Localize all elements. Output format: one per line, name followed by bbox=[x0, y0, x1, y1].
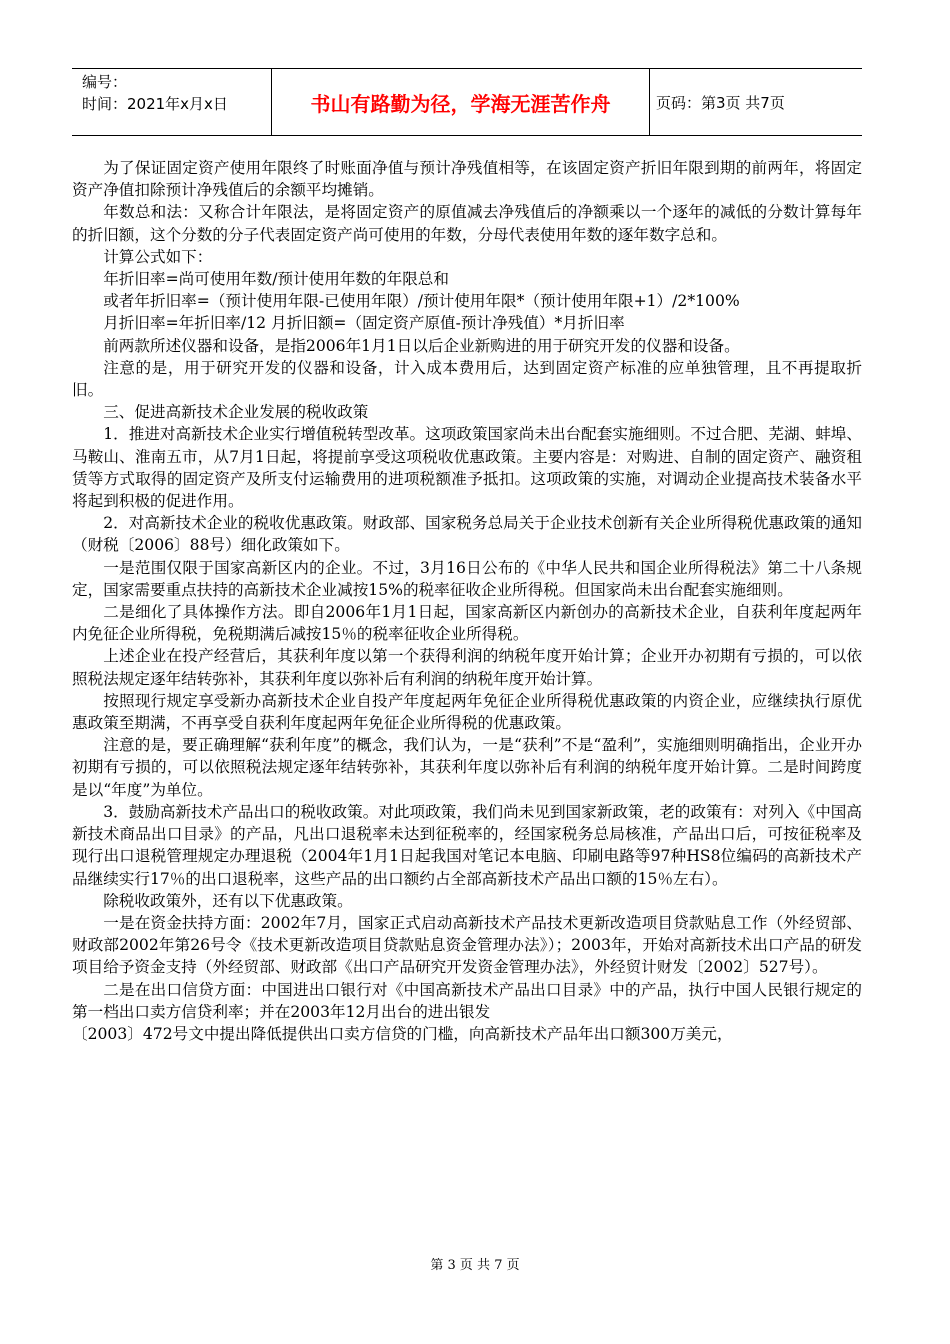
header-page-code: 页码：第3页 共7页 bbox=[656, 93, 785, 112]
formula-line: 或者年折旧率=（预计使用年限-已使用年限）/预计使用年限*（预计使用年限+1）/2*100% bbox=[103, 292, 740, 311]
paragraph: 计算公式如下： bbox=[103, 247, 213, 266]
paragraph: 二是细化了具体操作方法。即自2006年1月1日起，国家高新区内新创办的高新技术企业，自获利年度起两年内免征企业所得税，免税期满后减按15％的税率征收企业所得税。 bbox=[72, 603, 862, 644]
document-header bbox=[72, 68, 862, 136]
paragraph: 一是范围仅限于国家高新区内的企业。不过，3月16日公布的《中华人民共和国企业所得税法》第二十八条规定，国家需要重点扶持的高新技术企业减按15%的税率征收企业所得税。但国家尚未出台配套实施细则。 bbox=[72, 558, 862, 599]
paragraph: 除税收政策外，还有以下优惠政策。 bbox=[103, 891, 353, 910]
paragraph: 前两款所述仪器和设备，是指2006年1月1日以后企业新购进的用于研究开发的仪器和设备。 bbox=[103, 336, 740, 355]
paragraph: 为了保证固定资产使用年限终了时账面净值与预计净残值相等，在该固定资产折旧年限到期的前两年，将固定资产净值扣除预计净残值后的余额平均摊销。 bbox=[72, 159, 862, 200]
header-meta bbox=[72, 69, 272, 135]
paragraph: 按照现行规定享受新办高新技术企业自投产年度起两年免征企业所得税优惠政策的内资企业，应继续执行原优惠政策至期满，不再享受自获利年度起两年免征企业所得税的优惠政策。 bbox=[72, 691, 862, 733]
paragraph: 年数总和法：又称合计年限法，是将固定资产的原值减去净残值后的净额乘以一个逐年的减低的分数计算每年的折旧额，这个分数的分子代表固定资产尚可使用的年数，分母代表使用年数的逐年数字总和。 bbox=[72, 203, 862, 244]
formula-line: 年折旧率=尚可使用年数/预计使用年数的年限总和 bbox=[103, 270, 449, 289]
paragraph: 〔2003〕472号文中提出降低提供出口卖方信贷的门槛，向高新技术产品年出口额300万美元， bbox=[72, 1024, 733, 1043]
paragraph: 3．鼓励高新技术产品出口的税收政策。对此项政策，我们尚未见到国家新政策，老的政策有：对列入《中国高新技术商品出口目录》的产品，凡出口退税率未达到征税率的，经国家税务总局核准，产品出口后，可按征税率及现行出口退税管理规定办理退税（2004年1月1日起我国对笔记本电脑、印刷电路等97种HS8位编码的高新技术产品继续实行17％的出口退税率，这些产品的出口额约占全部高新技术产品出口额的15％左右）。 bbox=[72, 802, 862, 888]
page-footer: 第 3 页 共 7 页 bbox=[430, 1258, 520, 1273]
header-motto: 书山有路勤为径，学海无涯苦作舟 bbox=[272, 69, 650, 135]
paragraph: 上述企业在投产经营后，其获利年度以第一个获得利润的纳税年度开始计算；企业开办初期有亏损的，可以依照税法规定逐年结转弥补，其获利年度以弥补后有利润的纳税年度开始计算。 bbox=[72, 647, 862, 688]
paragraph: 2．对高新技术企业的税收优惠政策。财政部、国家税务总局关于企业技术创新有关企业所得税优惠政策的通知（财税〔2006〕88号）细化政策如下。 bbox=[72, 514, 862, 555]
document-body bbox=[72, 157, 862, 1045]
formula-line: 月折旧率=年折旧率/12 月折旧额=（固定资产原值-预计净残值）*月折旧率 bbox=[103, 314, 625, 333]
paragraph: 1．推进对高新技术企业实行增值税转型改革。这项政策国家尚未出台配套实施细则。不过合肥、芜湖、蚌埠、马鞍山、淮南五市，从7月1日起，将提前享受这项税收优惠政策。主要内容是：对购进、自制的固定资产、融资租赁等方式取得的固定资产及所支付运输费用的进项税额准予抵扣。这项政策的实施，对调动企业提高技术装备水平将起到积极的促进作用。 bbox=[72, 425, 862, 511]
section-heading: 三、促进高新技术企业发展的税收政策 bbox=[103, 403, 369, 422]
paragraph: 一是在资金扶持方面：2002年7月，国家正式启动高新技术产品技术更新改造项目贷款贴息工作（外经贸部、财政部2002年第26号令《技术更新改造项目贷款贴息资金管理办法》）；2003年，开始对高新技术出口产品的研发项目给予资金支持（外经贸部、财政部《出口产品研究开发资金管理办法》，外经贸计财发〔2002〕527号）。 bbox=[72, 913, 862, 977]
serial-label: 编号： bbox=[82, 73, 128, 91]
paragraph: 注意的是，用于研究开发的仪器和设备，计入成本费用后，达到固定资产标准的应单独管理，且不再提取折旧。 bbox=[72, 358, 862, 400]
time-label: 时间：2021年x月x日 bbox=[82, 95, 228, 113]
paragraph: 注意的是，要正确理解“获利年度”的概念，我们认为，一是“获利”不是“盈利”，实施细则明确指出，企业开办初期有亏损的，可以依照税法规定逐年结转弥补，其获利年度以弥补后有利润的纳税年度开始计算。二是时间跨度是以“年度”为单位。 bbox=[72, 736, 862, 799]
paragraph: 二是在出口信贷方面：中国进出口银行对《中国高新技术产品出口目录》中的产品，执行中国人民银行规定的第一档出口卖方信贷利率；并在2003年12月出台的进出银发 bbox=[72, 980, 862, 1021]
